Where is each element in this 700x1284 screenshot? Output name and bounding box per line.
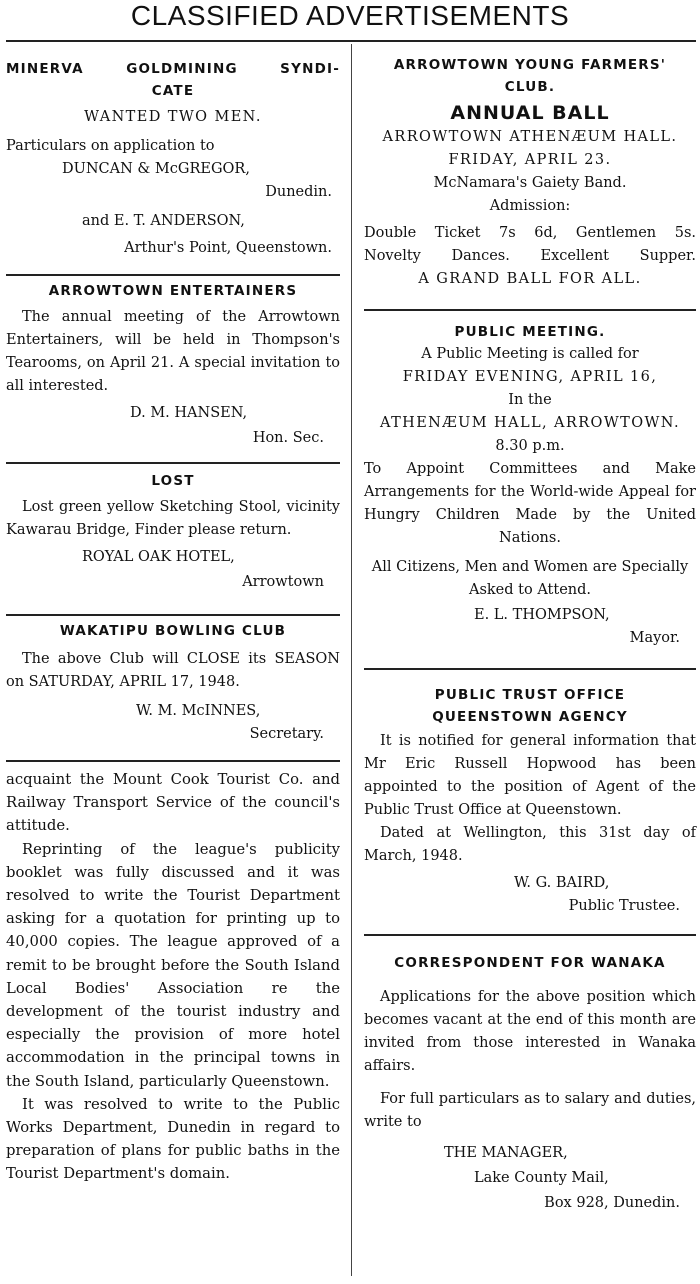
ad-address: Box 928, Dunedin. bbox=[544, 1195, 680, 1211]
ad-purpose: To Appoint Committees and Make Arrangements for the World-wide Appeal for Hungry Children Made by the United Nations. bbox=[364, 461, 696, 546]
ad-body: Lost green yellow Sketching Stool, vicinity Kawarau Bridge, Finder please return. bbox=[6, 499, 340, 538]
ad-body: It is notified for general information that Mr Eric Russell Hopwood has been appointed to the position of Agent of the Public Trust Office at Queenstown. bbox=[364, 733, 696, 818]
ad-signer-title: Hon. Sec. bbox=[252, 430, 324, 446]
ad-bowling bbox=[4, 616, 342, 760]
column-divider bbox=[351, 44, 352, 1276]
ad-details: For full particulars as to salary and duties, write to bbox=[364, 1091, 696, 1130]
ad-heading: ARROWTOWN ENTERTAINERS bbox=[48, 283, 298, 299]
ad-text: In the bbox=[508, 392, 552, 408]
ad-extras: Novelty Dances. Excellent Supper. bbox=[364, 248, 696, 264]
ad-heading: LOST bbox=[151, 473, 195, 489]
ad-text: ATHENÆUM HALL, ARROWTOWN. bbox=[380, 415, 680, 431]
left-column bbox=[4, 42, 342, 1186]
ad-address: THE MANAGER, bbox=[444, 1145, 568, 1161]
ad-band: McNamara's Gaiety Band. bbox=[433, 175, 627, 191]
ad-minerva bbox=[4, 42, 342, 274]
ad-contact: Arthur's Point, Queenstown. bbox=[124, 240, 332, 256]
ad-wanaka bbox=[362, 936, 698, 1215]
ad-prices: Double Ticket 7s 6d, Gentlemen 5s. bbox=[364, 225, 696, 241]
ad-body: Applications for the above position which becomes vacant at the end of this month are invited from those interested in Wanaka affairs. bbox=[364, 989, 696, 1074]
ad-admission: Admission: bbox=[489, 198, 571, 214]
ad-event: ANNUAL BALL bbox=[450, 102, 610, 124]
ad-date: FRIDAY, APRIL 23. bbox=[448, 152, 612, 168]
page-title: CLASSIFIED ADVERTISEMENTS bbox=[130, 0, 570, 31]
ad-heading: PUBLIC TRUST OFFICE bbox=[434, 687, 626, 703]
ad-heading: CORRESPONDENT FOR WANAKA bbox=[394, 955, 666, 971]
ad-dated: Dated at Wellington, this 31st day of March, 1948. bbox=[364, 825, 696, 864]
ad-body: The above Club will CLOSE its SEASON on SATURDAY, APRIL 17, 1948. bbox=[6, 651, 340, 690]
ad-signer: D. M. HANSEN, bbox=[130, 405, 248, 421]
ad-heading: PUBLIC MEETING. bbox=[454, 324, 606, 340]
ad-signer-place: Arrowtown bbox=[242, 574, 324, 590]
ad-young-farmers bbox=[362, 42, 698, 309]
ad-signer-title: Public Trustee. bbox=[568, 898, 680, 914]
ad-signer: ROYAL OAK HOTEL, bbox=[82, 549, 235, 565]
ad-heading: CLUB. bbox=[504, 79, 556, 95]
ad-invite: All Citizens, Men and Women are Specially Asked to Attend. bbox=[371, 559, 689, 598]
ad-lost bbox=[4, 464, 342, 614]
ad-venue: ARROWTOWN ATHENÆUM HALL. bbox=[382, 129, 678, 145]
ad-signer-title: Secretary. bbox=[249, 726, 324, 742]
ad-public-meeting bbox=[362, 311, 698, 668]
news-paragraph: acquaint the Mount Cook Tourist Co. and Railway Transport Service of the council's attitude. bbox=[6, 771, 340, 835]
ad-address: Lake County Mail, bbox=[474, 1170, 609, 1186]
ad-heading: QUEENSTOWN AGENCY bbox=[432, 709, 628, 725]
ad-contact: DUNCAN & McGREGOR, bbox=[62, 161, 250, 177]
ad-signer-title: Mayor. bbox=[629, 630, 680, 646]
ad-heading: MINERVA GOLDMINING SYNDI- bbox=[6, 61, 340, 77]
ad-body: The annual meeting of the Arrowtown Entertainers, will be held in Thompson's Tearooms, on April 21. A special invitation to all interested. bbox=[6, 309, 340, 394]
ad-signer: W. G. BAIRD, bbox=[514, 875, 610, 891]
ad-public-trust bbox=[362, 670, 698, 934]
ad-heading: CATE bbox=[151, 83, 195, 99]
news-article bbox=[4, 762, 342, 1186]
ad-signer: W. M. McINNES, bbox=[136, 703, 261, 719]
ad-text: A Public Meeting is called for bbox=[421, 346, 639, 362]
ad-time: 8.30 p.m. bbox=[495, 438, 565, 454]
news-paragraph: Reprinting of the league's publicity booklet was fully discussed and it was resolved to write the Tourist Department asking for a quotation for printing up to 40,000 copies. The league approved of a remit to be brought before the South Island Local Bodies' Association re the development of the tourist industry and especially the provision of more hotel accommodation in the principal towns in the South Island, particularly Queenstown. bbox=[6, 840, 340, 1090]
ad-heading: ARROWTOWN YOUNG FARMERS' bbox=[393, 57, 667, 73]
ad-contact: and E. T. ANDERSON, bbox=[82, 213, 245, 229]
ad-text: Particulars on application to bbox=[6, 138, 215, 154]
ad-contact: Dunedin. bbox=[265, 184, 332, 200]
ad-slogan: A GRAND BALL FOR ALL. bbox=[418, 271, 642, 287]
ad-text: FRIDAY EVENING, APRIL 16, bbox=[402, 369, 658, 385]
right-column bbox=[362, 42, 698, 1215]
ad-signer: E. L. THOMPSON, bbox=[474, 607, 610, 623]
news-paragraph: It was resolved to write to the Public Works Department, Dunedin in regard to preparation of plans for public baths in the Tourist Department's domain. bbox=[6, 1095, 340, 1183]
ad-wanted: WANTED TWO MEN. bbox=[84, 109, 262, 125]
ad-entertainers bbox=[4, 276, 342, 462]
ad-heading: WAKATIPU BOWLING CLUB bbox=[59, 623, 287, 639]
